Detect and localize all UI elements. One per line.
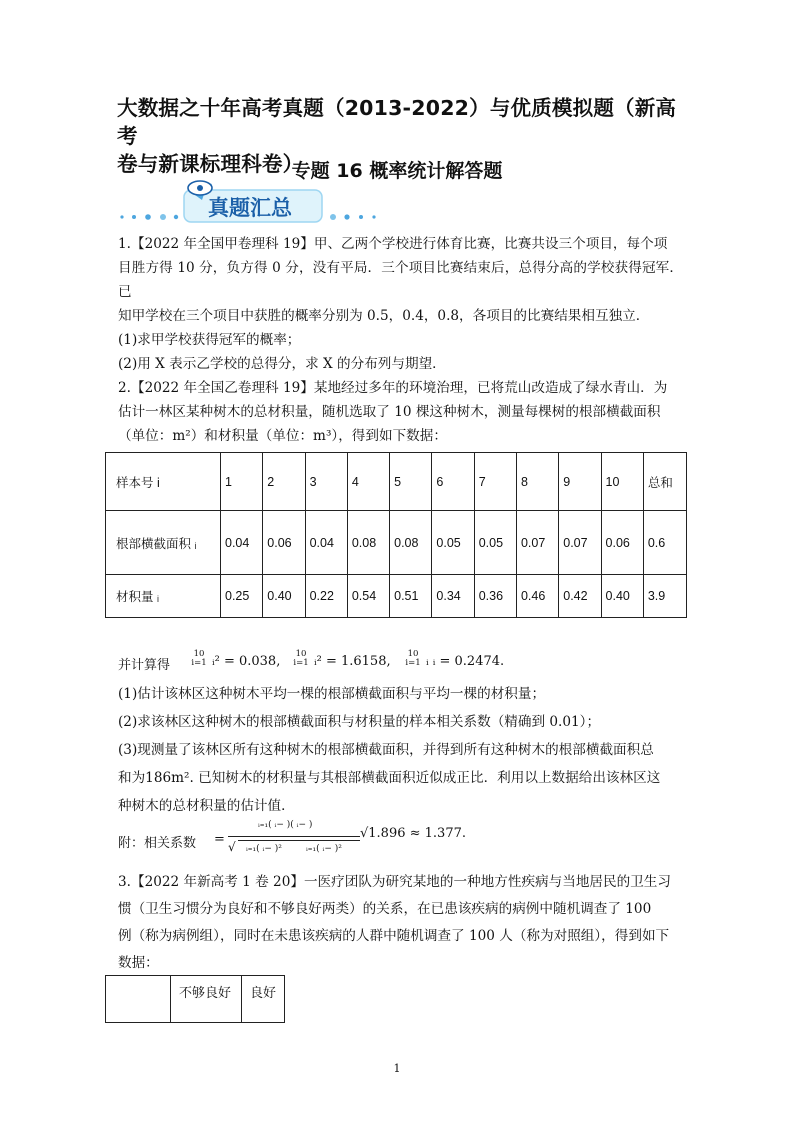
q1-stem [118,232,683,376]
table-cell: 0.05 [432,511,474,575]
table-cell: 0.25 [221,575,263,618]
sum-symbol [292,650,310,668]
q1-line: 1.【2022 年全国甲卷理科 19】甲、乙两个学校进行体育比赛，比赛共设三个项目，每个项 [118,236,668,252]
q3-data-table [105,975,285,1023]
table-cell: 0.22 [305,575,347,618]
table-cell: 0.06 [263,511,305,575]
q3-line: 数据： [118,955,159,971]
table-cell: 0.05 [474,511,516,575]
table-cell: 总和 [643,453,686,511]
table-cell: 0.46 [516,575,558,618]
q3-line: 3.【2022 年新高考 1 卷 20】一医疗团队为研究某地的一种地方性疾病与当地居民的卫生习 [118,874,671,890]
table-cell: 4 [347,453,389,511]
banner-dots-right [330,214,376,220]
table-cell: 3.9 [643,575,686,618]
banner-text: 真题汇总 [208,196,292,220]
table-header-cell: 样本号 i [106,453,221,511]
sum-symbol [404,650,422,668]
table-cell: 0.04 [221,511,263,575]
sum-upper: 10 [295,649,307,659]
table-cell: 0.54 [347,575,389,618]
table-cell: 10 [601,453,643,511]
q2-part-1: (1)估计该林区这种树木平均一棵的根部横截面积与平均一棵的材积量； [118,686,546,702]
table-row [106,575,687,618]
table-cell: 0.42 [559,575,601,618]
page-number: 1 [393,1062,401,1075]
q1-part-1: (1)求甲学校获得冠军的概率； [118,332,301,348]
table-cell: 1 [221,453,263,511]
calc-value-2: ᵢ² = 1.6158, [314,654,391,669]
q2-part-3: 和为186m². 已知树木的材积量与其根部横截面积近似成正比．利用以上数据给出该林区这 [118,770,661,786]
calc-prefix: 并计算得 [118,658,171,673]
table-cell: 0.51 [390,575,432,618]
table-cell: 8 [516,453,558,511]
table-row [106,976,285,1023]
table-cell: 7 [474,453,516,511]
table-cell: 0.07 [516,511,558,575]
q2-part-3: 种树木的总材积量的估计值． [118,798,295,814]
table-cell: 0.36 [474,575,516,618]
sum-upper: 10 [407,649,419,659]
table-cell: 0.6 [643,511,686,575]
table-header-cell: 根部横截面积 ᵢ [106,511,221,575]
q2-stem [118,376,683,448]
table-cell: 0.40 [263,575,305,618]
q3-stem [118,870,683,975]
table-cell: 6 [432,453,474,511]
table-cell: 5 [390,453,432,511]
formula-numerator: ᵢ₌₁( ᵢ− )( ᵢ− ) [258,820,313,830]
table-cell: 0.34 [432,575,474,618]
q2-data-table [105,452,687,618]
q1-part-2: (2)用 X 表示乙学校的总得分，求 X 的分布列与期望． [118,356,446,372]
q2-line: （单位：m²）和材积量（单位：m³），得到如下数据： [118,428,447,444]
table-header-cell: 材积量 ᵢ [106,575,221,618]
sqrt-approximation: √1.896 ≈ 1.377. [360,826,467,841]
appendix-label: 附：相关系数 [118,836,197,851]
fraction-bar [228,836,360,837]
q1-line: 知甲学校在三个项目中获胜的概率分别为 0.5，0.4，0.8，各项目的比赛结果相互独立． [118,308,650,324]
sqrt-sign: √ [228,840,236,854]
sum-lower: i=1 [293,658,309,668]
sum-lower: i=1 [405,658,421,668]
q2-parts [118,682,683,818]
q1-line: 目胜方得 10 分，负方得 0 分，没有平局．三个项目比赛结束后，总得分高的学校获得冠军．已 [118,260,683,300]
q2-part-2: (2)求该林区这种树木的根部横截面积与材积量的样本相关系数（精确到 0.01）； [118,714,601,730]
q2-line: 估计一林区某种树木的总材积量，随机选取了 10 棵这种树木，测量每棵树的根部横截面积 [118,404,661,420]
table-cell: 0.40 [601,575,643,618]
table-cell: 3 [305,453,347,511]
table-cell: 0.08 [347,511,389,575]
calc-value-1: ᵢ² = 0.038, [212,654,281,669]
calc-value-3: ᵢ ᵢ = 0.2474. [426,654,505,669]
table-row [106,511,687,575]
sum-upper: 10 [193,649,205,659]
table-cell: 9 [559,453,601,511]
table-cell: 0.08 [390,511,432,575]
table-cell: 0.04 [305,511,347,575]
section-subtitle: 专题 16 概率统计解答题 [291,160,503,182]
sum-lower: i=1 [191,658,207,668]
q2-part-3: (3)现测量了该林区所有这种树木的根部横截面积，并得到所有这种树木的根部横截面积总 [118,742,654,758]
table-cell: 0.06 [601,511,643,575]
table-header-cell: 不够良好 [171,976,242,1023]
table-cell: 0.07 [559,511,601,575]
q3-line: 惯（卫生习惯分为良好和不够良好两类）的关系，在已患该疾病的病例中随机调查了 100 [118,901,652,917]
table-row [106,453,687,511]
q2-line: 2.【2022 年全国乙卷理科 19】某地经过多年的环境治理，已将荒山改造成了绿水青山．为 [118,380,668,396]
title-line-1: 大数据之十年高考真题（2013-2022）与优质模拟题（新高考 [117,96,677,148]
banner-dots-left [120,214,178,220]
sqrt-bar [238,840,360,841]
section-banner [118,180,388,225]
sum-symbol [190,650,208,668]
title-line-2: 卷与新课标理科卷） [117,152,304,176]
formula-denominator-b: ᵢ₌₁( ᵢ− )² [306,844,342,854]
table-header-cell [106,976,171,1023]
table-header-cell: 良好 [242,976,285,1023]
table-cell: 2 [263,453,305,511]
formula-denominator-a: ᵢ₌₁( ᵢ− )² [246,844,282,854]
q3-line: 例（称为病例组），同时在未患该疾病的人群中随机调查了 100 人（称为对照组），得到如下 [118,928,670,944]
equals-sign: = [214,832,225,847]
